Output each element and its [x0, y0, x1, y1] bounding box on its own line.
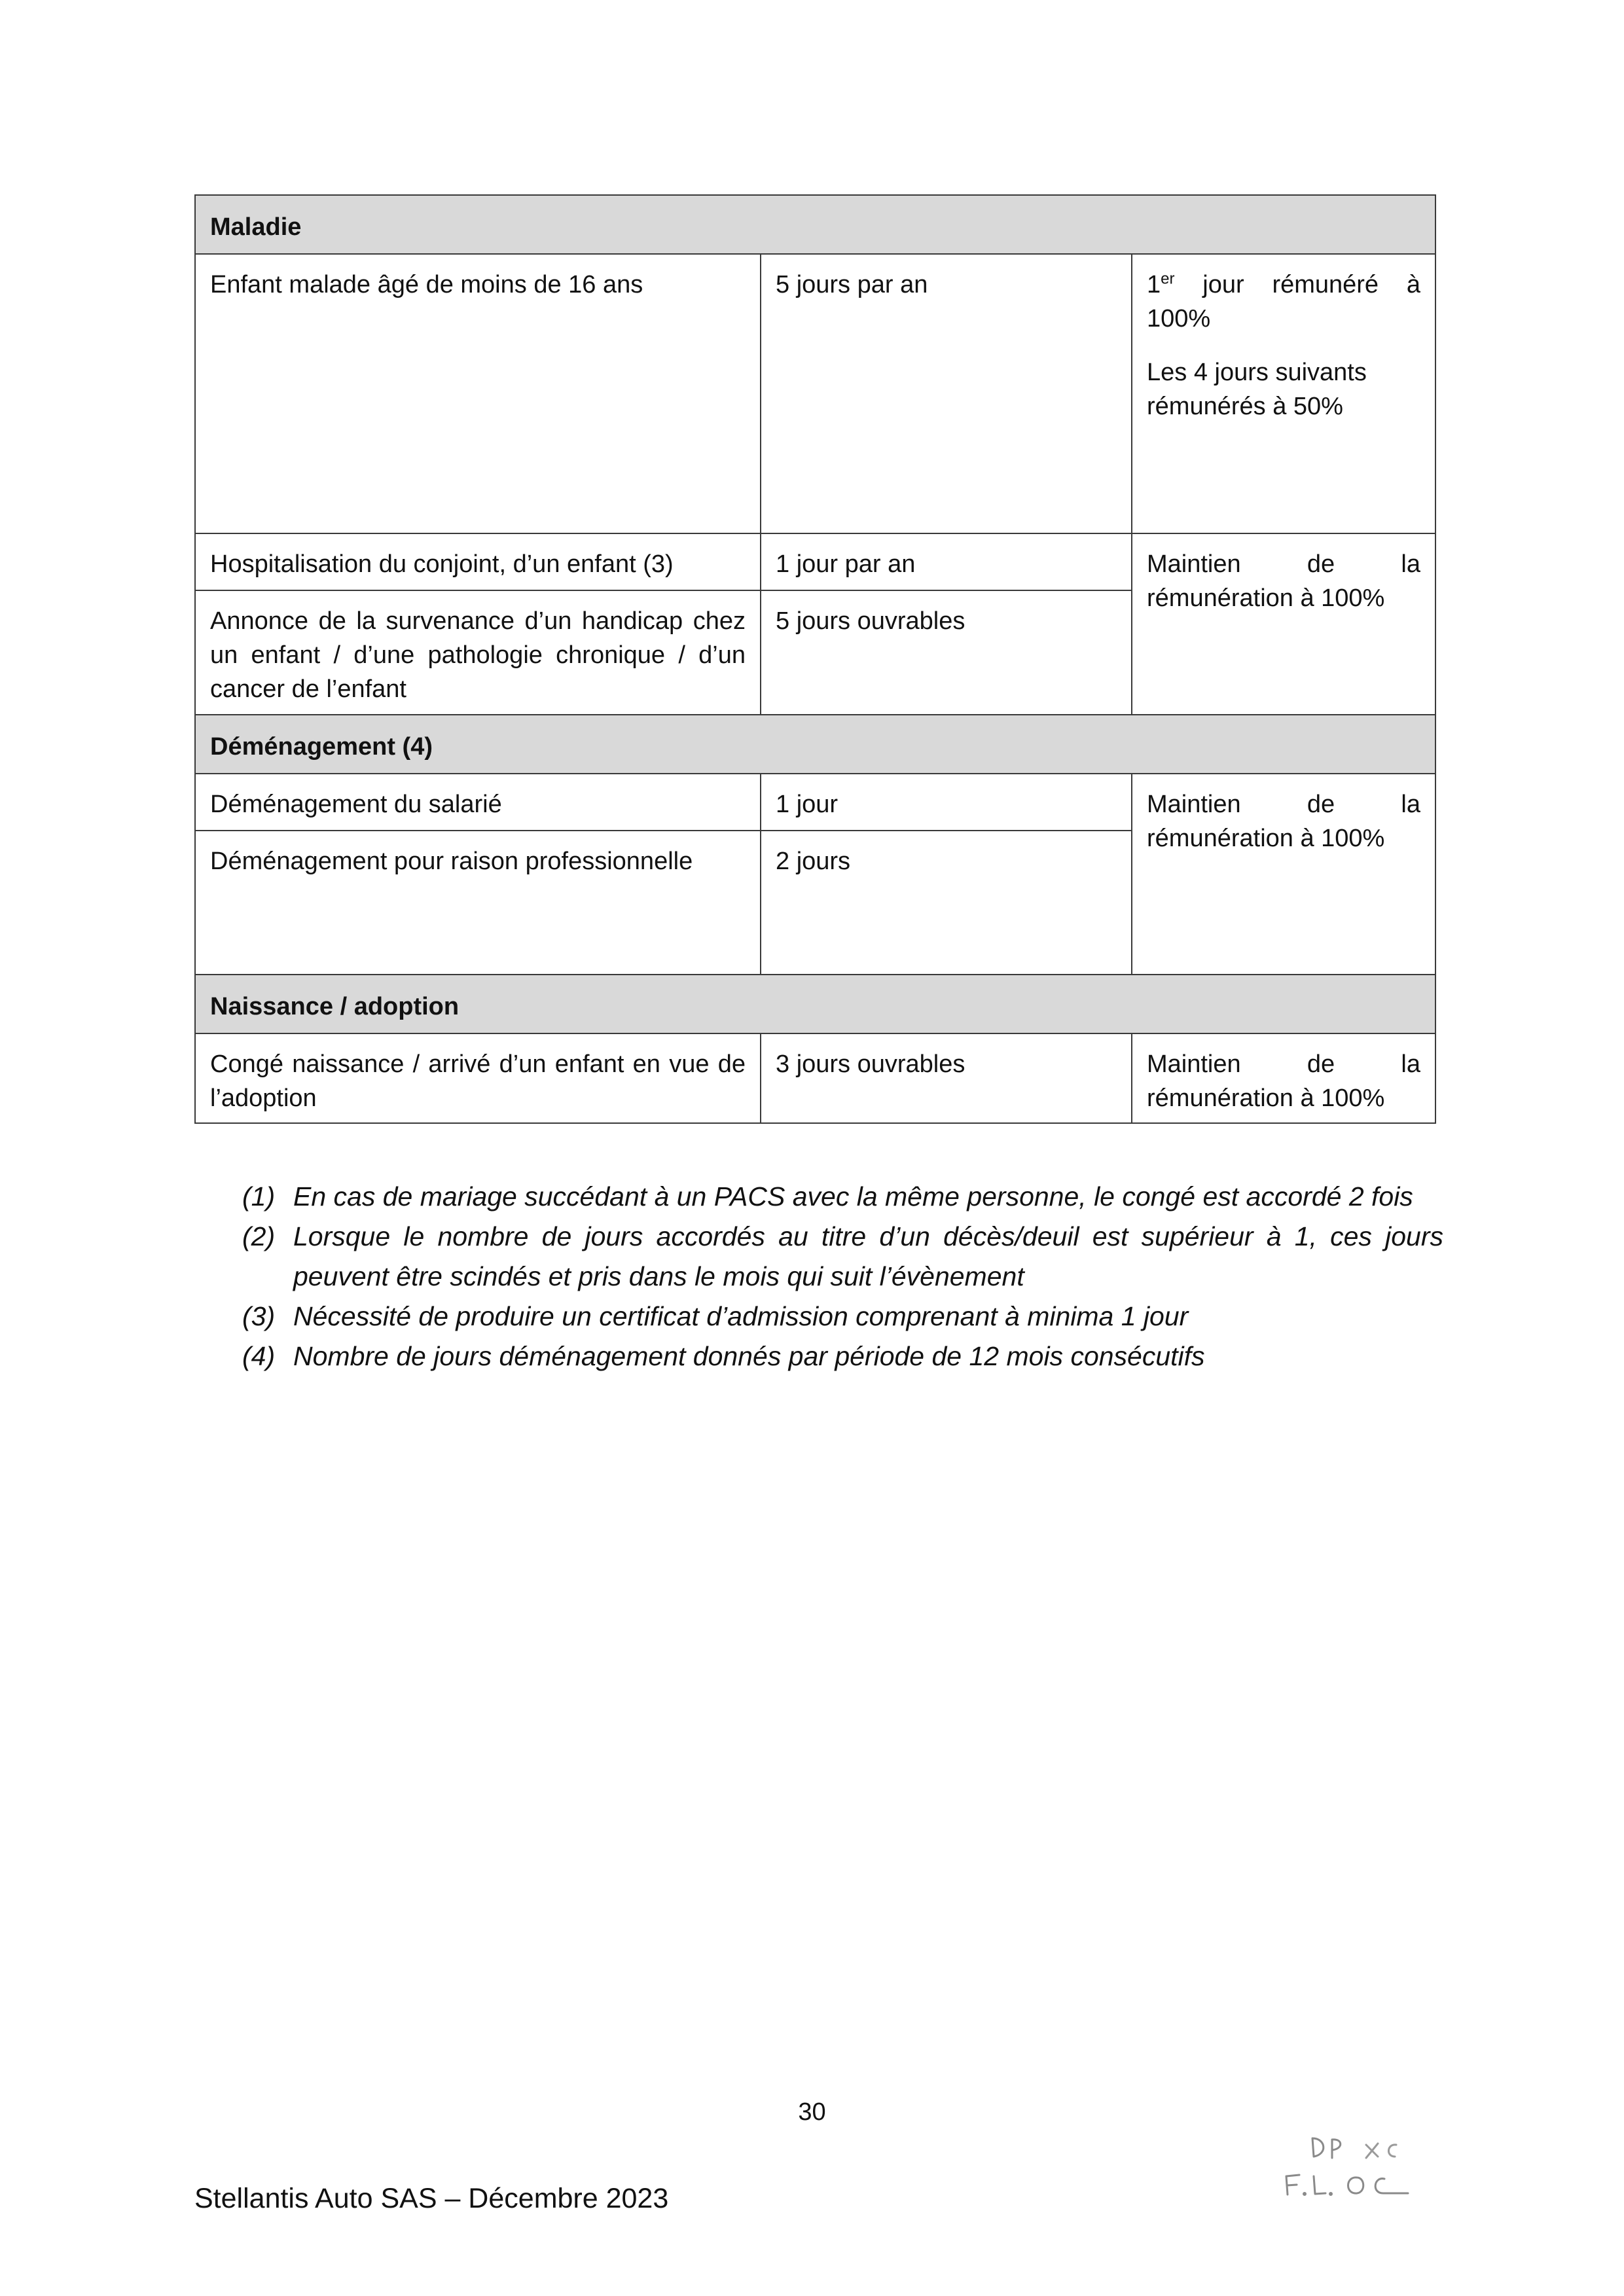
- table-row: [195, 533, 1435, 590]
- event-cell: Déménagement du salarié: [195, 774, 761, 831]
- page-number: 30: [798, 2098, 826, 2126]
- section-title: Naissance / adoption: [195, 975, 1435, 1033]
- section-header-demenagement: [195, 715, 1435, 774]
- duration-cell: 2 jours: [761, 831, 1132, 975]
- pay-cell: Maintien de la rémunération à 100%: [1132, 533, 1435, 715]
- footnote-number: (4): [242, 1341, 276, 1371]
- section-title: Déménagement (4): [195, 715, 1435, 774]
- table-row: [195, 254, 1435, 533]
- footnotes-list: [242, 1177, 1443, 1376]
- footnote-number: (2): [242, 1221, 276, 1251]
- table-row: [195, 774, 1435, 831]
- leave-table: [194, 194, 1436, 1124]
- footnote-text: En cas de mariage succédant à un PACS avec la même personne, le congé est accordé 2 fois: [293, 1181, 1413, 1211]
- footnote-number: (3): [242, 1301, 276, 1331]
- footnote-text: Nécessité de produire un certificat d’admission comprenant à minima 1 jour: [293, 1301, 1189, 1331]
- footnote: [242, 1177, 1443, 1217]
- event-cell: Enfant malade âgé de moins de 16 ans: [195, 254, 761, 533]
- footnote: [242, 1217, 1443, 1297]
- footnote-number: (1): [242, 1181, 276, 1211]
- footnote: [242, 1297, 1443, 1336]
- section-header-naissance: [195, 975, 1435, 1033]
- pay-cell: Maintien de la rémunération à 100%: [1132, 774, 1435, 975]
- duration-cell: 5 jours ouvrables: [761, 590, 1132, 715]
- event-cell: Hospitalisation du conjoint, d’un enfant (3): [195, 533, 761, 590]
- duration-cell: 1 jour par an: [761, 533, 1132, 590]
- event-cell: Déménagement pour raison professionnelle: [195, 831, 761, 975]
- duration-cell: 1 jour: [761, 774, 1132, 831]
- duration-cell: 5 jours par an: [761, 254, 1132, 533]
- event-cell: Congé naissance / arrivé d’un enfant en vue de l’adoption: [195, 1033, 761, 1123]
- handwritten-initials: [1280, 2130, 1437, 2202]
- event-cell: Annonce de la survenance d’un handicap chez un enfant / d’une pathologie chronique / d’un cancer de l’enfant: [195, 590, 761, 715]
- footnote-text: Lorsque le nombre de jours accordés au titre d’un décès/deuil est supérieur à 1, ces jours peuvent être scindés et pris dans le mois qui suit l’évènement: [293, 1221, 1443, 1291]
- pay-line-end: 100%: [1147, 305, 1211, 332]
- footer-text: Stellantis Auto SAS – Décembre 2023: [194, 2183, 669, 2214]
- pay-note: Les 4 jours suivants rémunérés à 50%: [1147, 359, 1367, 420]
- section-header-maladie: [195, 195, 1435, 254]
- footnote-text: Nombre de jours déménagement donnés par période de 12 mois consécutifs: [293, 1341, 1205, 1371]
- footnote: [242, 1336, 1443, 1376]
- section-title: Maladie: [195, 195, 1435, 254]
- table-row: [195, 1033, 1435, 1123]
- pay-cell: Maintien de la rémunération à 100%: [1132, 1033, 1435, 1123]
- pay-line: 1er jour rémunéré à: [1147, 270, 1420, 298]
- pay-cell: [1132, 254, 1435, 533]
- duration-cell: 3 jours ouvrables: [761, 1033, 1132, 1123]
